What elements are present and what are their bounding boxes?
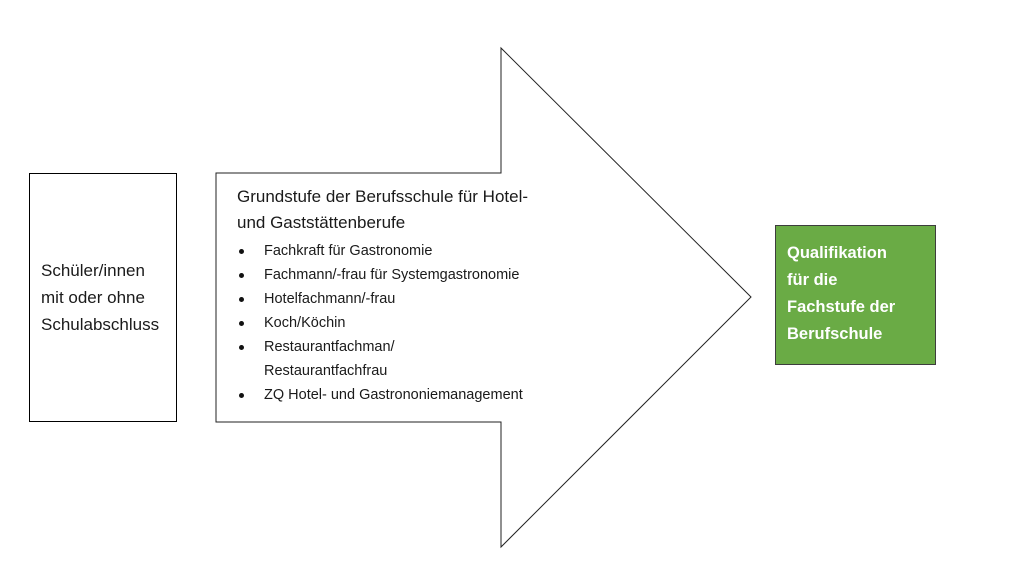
qualification-line: Fachstufe der xyxy=(787,298,896,316)
arrow-title-line: Grundstufe der Berufsschule für Hotel- xyxy=(237,187,529,206)
list-item-text: Koch/Köchin xyxy=(264,315,346,331)
list-item xyxy=(237,263,577,287)
list-item-text: Fachmann/-frau für Systemgastronomie xyxy=(264,267,520,283)
bullet-icon xyxy=(239,345,244,350)
list-item xyxy=(237,383,577,407)
list-item xyxy=(237,287,577,311)
list-item-text: Restaurantfachfrau xyxy=(264,363,388,379)
list-item-text: Fachkraft für Gastronomie xyxy=(264,243,433,259)
bullet-icon xyxy=(239,321,244,326)
list-item xyxy=(237,239,577,263)
qualification-box xyxy=(775,225,936,365)
input-box-line: Schulabschluss xyxy=(41,315,160,334)
list-item xyxy=(237,335,577,383)
arrow-title-line: und Gaststättenberufe xyxy=(237,213,406,232)
arrow-content xyxy=(237,184,577,407)
qualification-line: Berufschule xyxy=(787,325,883,343)
arrow-title xyxy=(237,184,577,236)
bullet-icon xyxy=(239,297,244,302)
qualification-line: für die xyxy=(787,271,838,289)
input-box-line: mit oder ohne xyxy=(41,288,145,307)
list-item-text: Restaurantfachman/ xyxy=(264,339,395,355)
input-box-line: Schüler/innen xyxy=(41,261,145,280)
bullet-icon xyxy=(239,393,244,398)
list-item xyxy=(237,311,577,335)
list-item-text: Hotelfachmann/-frau xyxy=(264,291,396,307)
qualification-text xyxy=(787,240,935,348)
bullet-icon xyxy=(239,249,244,254)
list-item-text: ZQ Hotel- und Gastrononiemanagement xyxy=(264,387,523,403)
occupation-list xyxy=(237,239,577,407)
bullet-icon xyxy=(239,273,244,278)
qualification-line: Qualifikation xyxy=(787,244,887,262)
